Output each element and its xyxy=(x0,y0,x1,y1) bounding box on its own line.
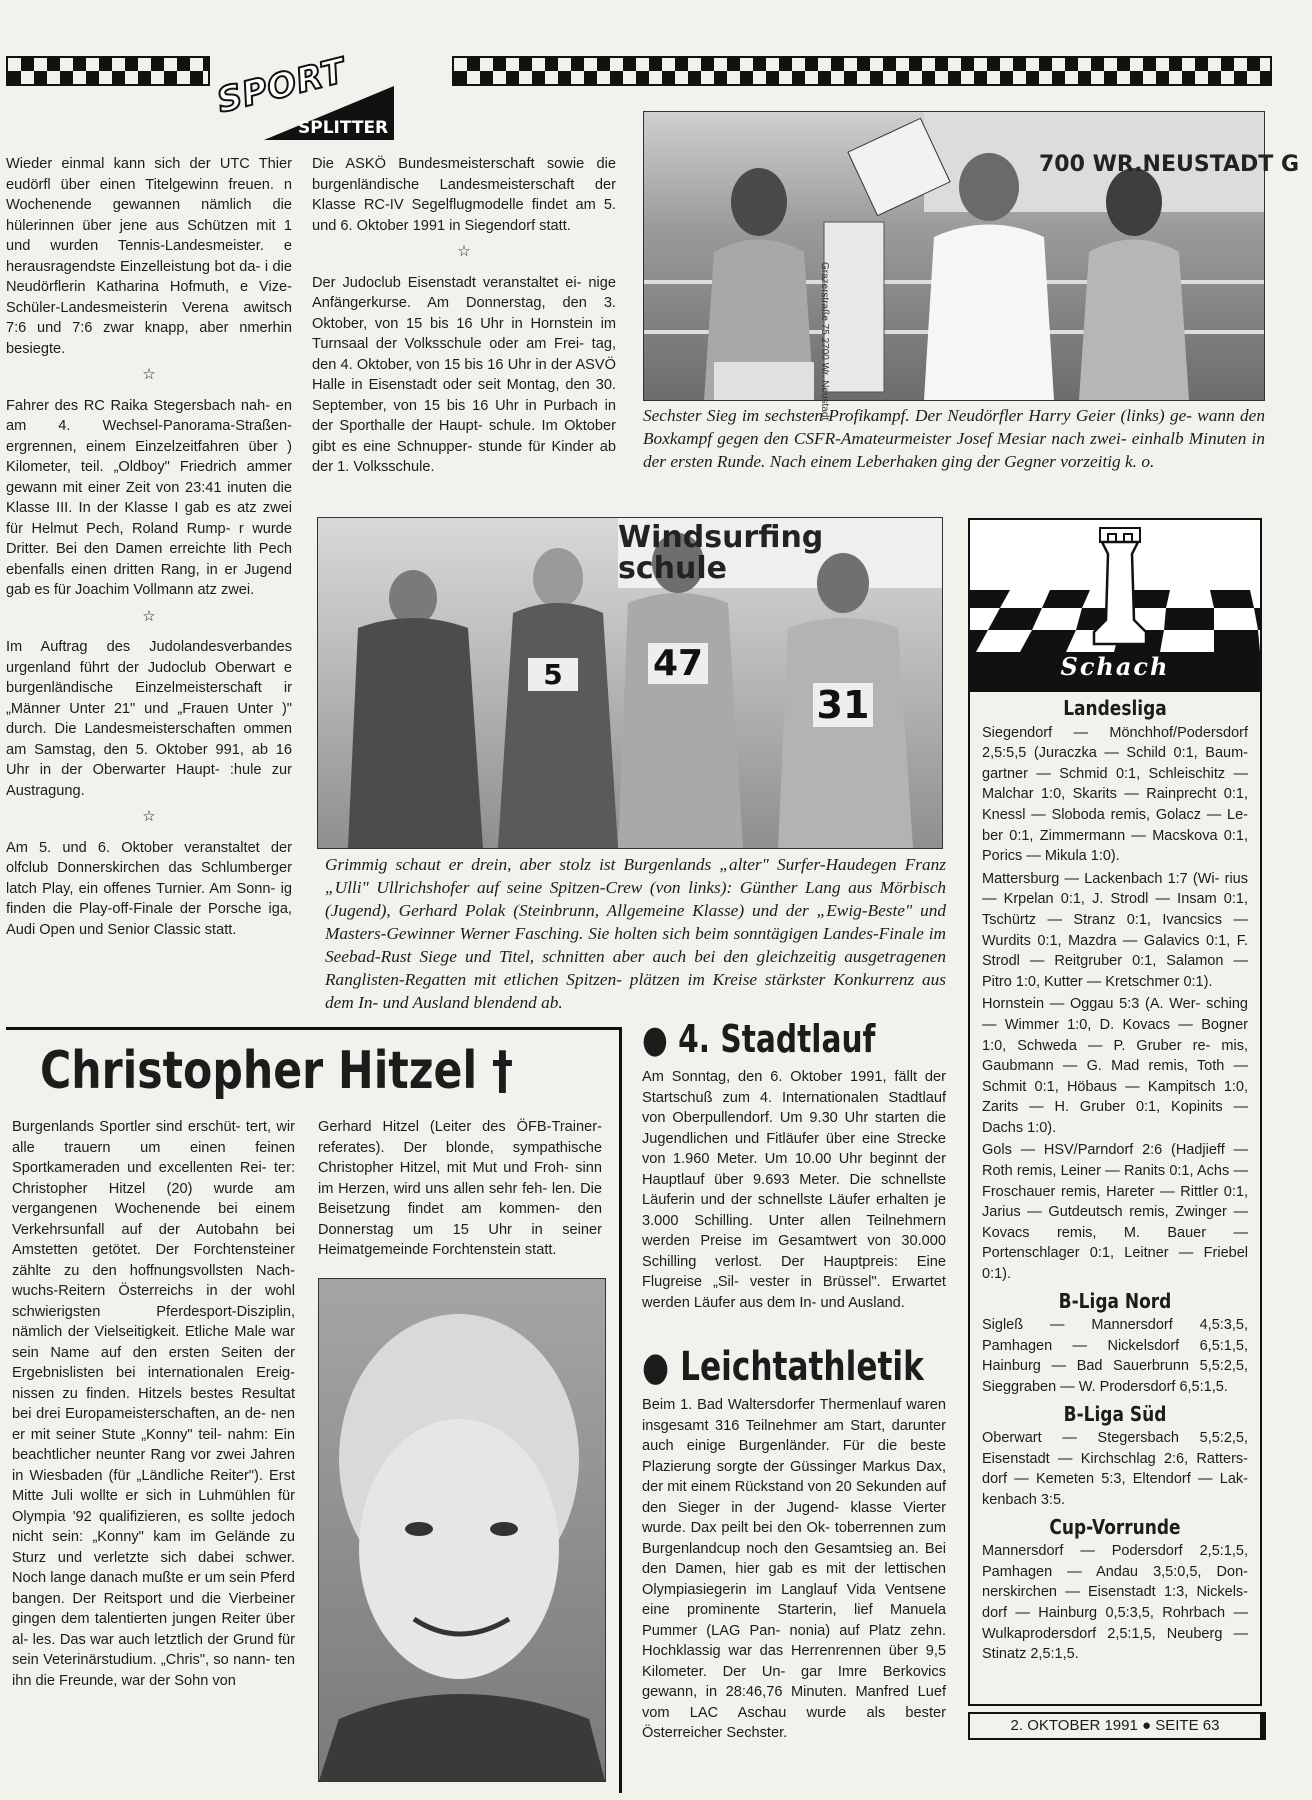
windsurf-caption: Grimmig schaut er drein, aber stolz ist Burgenlands „alter" Surfer-Haudegen Franz „Ulli" Ullrichshofer auf seine Spitzen-Crew (von links): Günther Lang aus Mörbisch (Jugend), Gerhard Polak (Steinbrunn, Allgemeine Klasse) und der „Ewig-Beste" und Masters-Gewinner Werner Fasching. Sie holten sich beim sonntägigen Landes-Finale im Seebad-Rust Siege und Titel, schnitten aber auch bei den gleichzeitig ausgetragenen Ranglisten-Regatten mit etlichen Spitzen- plätzen im Kreise stärkster Konkurrenz aus dem In- und Ausland blendend ab. xyxy=(325,855,946,1012)
bib-number-31: 31 xyxy=(813,683,873,727)
news-utc-thier: Wieder einmal kann sich der UTC Thier eudörfl über einen Titelgewinn freuen. n Wochenende gewannen nämlich die hülerinnen über jene aus Schützen mit 1 und wurden Tennis-Landesmeister. e herausragendste Einzelleistung bot da- i die Neudörflerin Katharina Hofmuth, e Vize-Schüler-Landesmeisterin Verena awitsch 7:6 und 7:6 zwar knapp, aber nmerhin besiegte. xyxy=(6,156,292,357)
star-divider: ☆ xyxy=(142,607,156,625)
news-askoe: Die ASKÖ Bundesmeisterschaft sowie die burgenländische Landesmeisterschaft der Klasse RC-IV Segelflugmodelle findet am 5. und 6. Oktober 1991 in Siegendorf statt. xyxy=(312,156,616,234)
checker-band-right xyxy=(452,56,1272,86)
bib-number-5: 5 xyxy=(528,658,578,691)
schach-results xyxy=(970,698,1260,1665)
results-cup-vorrunde: Mannersdorf — Podersdorf 2,5:1,5, Pamhagen — Andau 3,5:0,5, Don- nerskirchen — Eisenstadt 1:3, Nickels- dorf — Hainburg 0,5:3,5, Rohrbach — Wulkaprodersdorf 2,5:1,5, Neuberg — Stinatz 2,5:1,5. xyxy=(982,1543,1248,1663)
star-divider: ☆ xyxy=(142,366,156,383)
windsurf-photo xyxy=(317,517,943,849)
star-divider: ☆ xyxy=(457,243,471,260)
obituary-title: Christopher Hitzel † xyxy=(40,1041,514,1101)
obituary-text-left: Burgenlands Sportler sind erschüt- tert, wir alle trauern um einen feinen Sportkameraden und excellenten Rei- ter: Christopher Hitzel (20) wurde am vergangenen Wochenende bei einem Verkehrsunfall auf der Autobahn bei Amstetten getötet. Der Forchtensteiner zählte zu den hoffnungsvollsten Nach- wuchs-Reitern Österreichs in der wohl schwierigsten Pferdesport-Disziplin, nämlich der Vielseitigkeit. Etliche Male war sein Name auf den ersten Seiten der Ergebnislisten bei internationalen Ereig- nissen zu finden. Hitzels bestes Resultat bei drei Europameisterschaften, an de- nen er mit seiner Stute „Konny" teil- nahm: Ein beachtlicher neunter Rang vor zwei Jahren in Wiesbaden (für „Ländliche Reiter"). Erst Mitte Juli wollte er sich in Luhmühlen für Olympia '92 qualifizieren, es sollte jedoch nicht sein: „Konny" kam im Gelände zu Sturz und verletzte sich dabei schwer. Noch lange danach mußte er um sein Pferd bangen. Der Reitsport und die Vierbeiner gingen dem talentierten jungen Reiter über al- les. Das war auch letztlich der Grund für sein Veterinärstudium. „Chris", so nann- ten ihn die Freunde, war der Sohn von xyxy=(12,1119,295,1689)
schach-box xyxy=(968,518,1262,1706)
sport-splitter-logo xyxy=(214,52,402,144)
logo-sport: SPORT xyxy=(213,50,351,122)
logo-splitter: SPLITTER xyxy=(298,118,389,138)
news-judoclub-oberwart: Im Auftrag des Judolandesverbandes urgenland führt der Judoclub Oberwart e burgenländische Einzelmeisterschaft ir „Männer Unter 21" und „Frauen Unter )" durch. Die Landesmeisterschaften ommen am Samstag, den 5. Oktober 991, ab 16 Uhr in der Oberwarter Haupt- :hule zur Austragung. xyxy=(6,639,292,799)
star-divider: ☆ xyxy=(142,808,156,825)
leichtathletik-heading: ● Leichtathletik xyxy=(642,1344,924,1390)
boxing-sign-text: 700 WR.NEUSTADT G xyxy=(1039,152,1300,177)
heading-cup-vorrunde: Cup-Vorrunde xyxy=(1049,1514,1181,1539)
match-siegendorf: Siegendorf — Mönchhof/Podersdorf 2,5:5,5 (Juraczka — Schild 0:1, Baum- gartner — Schmid 0:1, Schleischitz — Malchar 1:0, Skarits — Rainprecht 0:1, Knessl — Sloboda remis, Golacz — Le- ber 0:1, Zimmermann — Macskova 0:1, Porics — Mikula 1:0). xyxy=(982,724,1248,865)
news-rc-raika: Fahrer des RC Raika Stegersbach nah- en am 4. Wechsel-Panorama-Straßen- ergrennen, einem Einzelzeitfahren über ) Kilometer, teil. „Oldboy" Friedrich ammer gewann mit einer Zeit von 23:41 inuten die Klasse III. In der Klasse I gab es atz zwei für Helmut Pech, Roland Rump- r wurde Dritter. Bei den Damen erreichte lith Pech ebenfalls einen dritten Rang, in er Jugend gab es für Joachim Vollmann atz zwei. xyxy=(6,397,292,598)
results-b-liga-nord: Sigleß — Mannersdorf 4,5:3,5, Pamhagen — Nickelsdorf 6,5:1,5, Hainburg — Bad Sauerbrunn 5,5:2,5, Sieggraben — W. Prodersdorf 6,5:1,5. xyxy=(982,1317,1248,1395)
boxing-photo xyxy=(643,111,1300,421)
portrait-icon xyxy=(319,1279,605,1781)
bib-number-47: 47 xyxy=(648,643,708,684)
match-hornstein: Hornstein — Oggau 5:3 (A. Wer- sching — Wimmer 1:0, D. Kovacs — Bogner 1:0, Schweda — P. Gruber re- mis, Gaubmann — G. Mad remis, Toth — Schmit 0:1, Höbaus — Kampitsch 1:0, Zarits — H. Gruber 0:1, Kopinits — Dachs 1:0). xyxy=(982,996,1248,1136)
checker-band-left xyxy=(6,56,210,86)
match-mattersburg: Mattersburg — Lackenbach 1:7 (Wi- rius — Krpelan 0:1, J. Strodl — Insam 0:1, Tschürtz — Stranz 0:1, Ivancsics — Wurdits 0:1, Mazdra — Galavics 0:1, F. Strodl — Reitgruber 0:1, Salamon — Pitro 1:0, Kutter — Kretschmer 0:1). xyxy=(982,870,1248,990)
boxing-poster-text: Grazerstraße 75 2700 Wr. Neustadt xyxy=(819,262,830,421)
heading-b-liga-sued: B-Liga Süd xyxy=(1063,1401,1167,1426)
heading-landesliga: Landesliga xyxy=(1063,696,1167,720)
obituary-text-right: Gerhard Hitzel (Leiter des ÖFB-Trainer- referates). Der blonde, sympathische Christopher Hitzel, mit Mut und Froh- sinn im Herzen, wird uns allen sehr feh- len. Die Beisetzung findet am kommen- den Donnerstag um 15 Uhr in seiner Heimatgemeinde Forchtenstein statt. xyxy=(318,1119,602,1258)
news-judoclub-eisenstadt: Der Judoclub Eisenstadt veranstaltet ei- nige Anfängerkurse. Am Donnerstag, den 3. Oktober, von 15 bis 16 Uhr in Hornstein im Turnsaal der Volksschule oder am Frei- tag, den 4. Oktober, von 15 bis 16 Uhr in der ASVÖ Halle in Eisenstadt oder seit Montag, den 30. September, von 15 bis 16 Uhr in Purbach in der Sporthalle der Haupt- schule. Im Oktober gibt es eine Schnupper- stunde für Kinder ab der 1. Volksschule. xyxy=(312,274,616,475)
stadtlauf-text: Am Sonntag, den 6. Oktober 1991, fällt der Startschuß zum 4. Internationalen Stadtlauf von Oberpullendorf. Um 9.30 Uhr starten die Jugendlichen und Fitläufer über eine Strecke von 1.960 Meter. Um 10.00 Uhr beginnt der Hauptlauf über 9.693 Meter. Die schnellste Läuferin und der schnellste Läufer erhalten je 3.000 Schilling. Unter allen Teilnehmern werden Preise im Gesamtwert von 30.000 Schilling verlost. Der Hauptpreis: Eine Flugreise „Sil- vester in Brüssel". Erwartet werden Läufer aus dem In- und Ausland. xyxy=(642,1069,946,1311)
leichtathletik-text: Beim 1. Bad Waltersdorfer Thermenlauf waren insgesamt 316 Teilnehmer am Start, darunter auch einige Burgenländer. Für die beste Plazierung sorgte der Güssinger Markus Dax, der mit einem Rückstand von 20 Sekunden auf den Sieger in der Jugend- klasse Vierter wurde. Dax peilt bei den Ok- toberrennen zum Burgenlandcup noch den Gesamtsieg an. Bei den Damen, hier gab es mit der lettischen Olympiasiegerin im Langlauf Vida Ventsene eine prominente Starterin, lief Manuela Pummer (LAG Pan- nonia) auf Platz zehn. Hochklassig war das Herrenrennen über 9,5 Kilometer. Der Un- gar Imre Berkovics gewann, in 28:46,76 Minuten. Manfred Luef vom LAC Aschau wurde als bester Österreicher Sechster. xyxy=(642,1397,946,1741)
match-gols: Gols — HSV/Parndorf 2:6 (Hadjieff — Roth remis, Leiner — Ranits 0:1, Achs — Froschauer remis, Hareter — Rittler 0:1, Jarius — Gutdeutsch remis, Zwinger — Kovacs remis, M. Bauer — Portenschlager 0:1, Leitner — Friebel 0:1). xyxy=(982,1142,1248,1283)
boxing-caption: Sechster Sieg im sechsten Profikampf. Der Neudörfler Harry Geier (links) ge- wann den Boxkampf gegen den CSFR-Amateurmeister Josef Mesiar nach zwei- einhalb Minuten in der ersten Runde. Nach einem Leberhaken ging der Gegner vorzeitig k. o. xyxy=(643,406,1265,471)
portrait-photo xyxy=(318,1278,606,1782)
surf-school-sign: Windsurfing schule xyxy=(618,520,824,586)
heading-b-liga-nord: B-Liga Nord xyxy=(1058,1288,1172,1313)
column-left xyxy=(6,154,292,946)
stadtlauf-heading: ● 4. Stadtlauf xyxy=(642,1017,876,1061)
results-b-liga-sued: Oberwart — Stegersbach 5,5:2,5, Eisenstadt — Kirchschlag 2:6, Ratters- dorf — Kemeten 5:3, Eltendorf — Lak- kenbach 3:5. xyxy=(982,1430,1248,1508)
schach-title: Schach xyxy=(1060,652,1170,681)
news-golfclub: Am 5. und 6. Oktober veranstaltet der olfclub Donnerskirchen das Schlumberger latch Play, ein offenes Turnier. Am Sonn- ig finden die Play-off-Finale der Porsche iga, Audi Open und Senior Classic statt. xyxy=(6,839,292,938)
schach-banner xyxy=(970,520,1260,692)
page-footer: 2. OKTOBER 1991 ● SEITE 63 xyxy=(968,1712,1266,1740)
column-middle xyxy=(312,154,616,484)
